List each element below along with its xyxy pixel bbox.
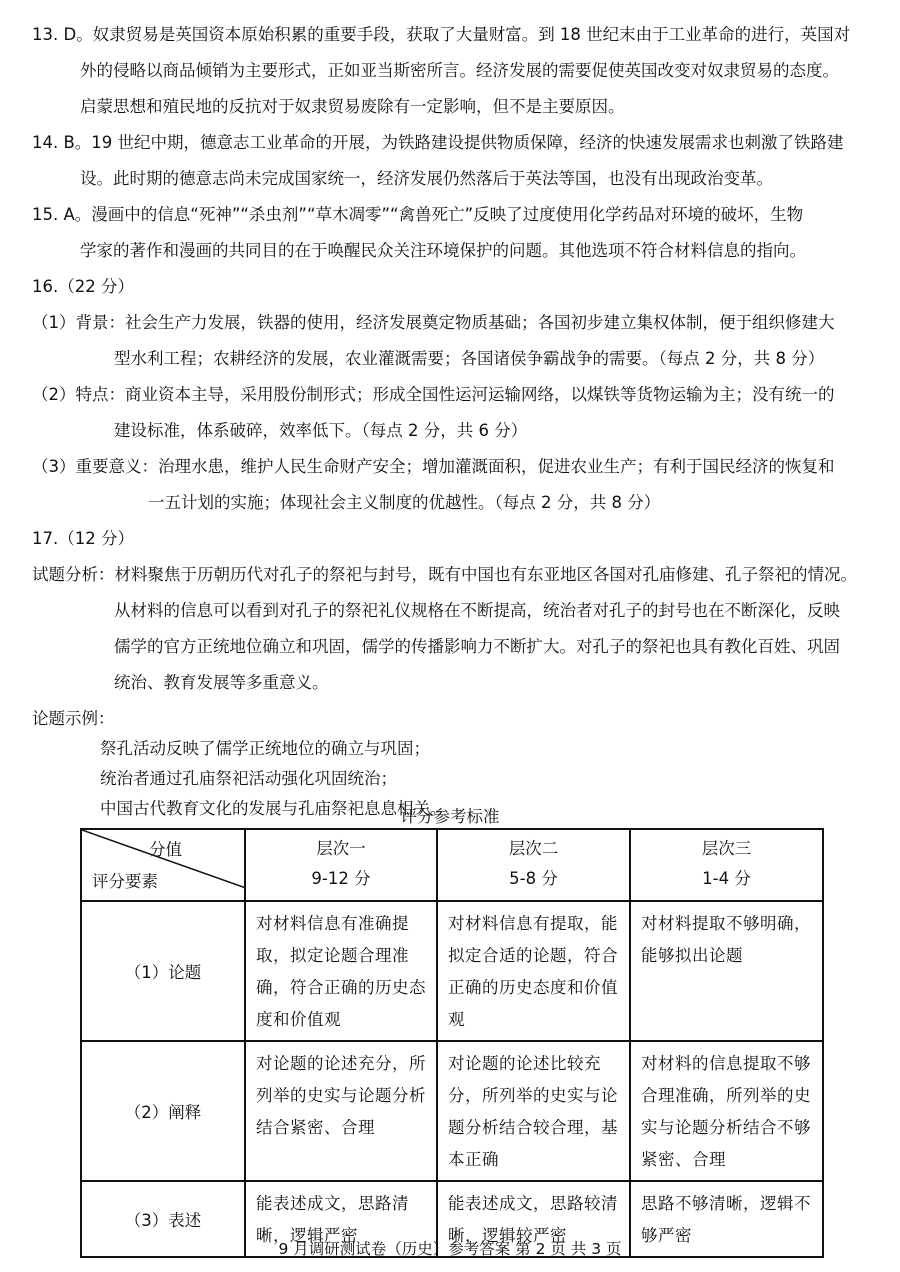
elaboration-level-3-cell bbox=[630, 1041, 823, 1181]
thesis-example-2: 统治者通过孔庙祭祀活动强化巩固统治； bbox=[100, 769, 397, 788]
thesis-example-3: 中国古代教育文化的发展与孔庙祭祀息息相关。 bbox=[100, 799, 447, 818]
corner-score-label: 分值 bbox=[149, 840, 182, 859]
corner-criteria-label: 评分要素 bbox=[92, 872, 158, 891]
rubric-table bbox=[80, 828, 824, 1258]
q16-part2-line-2: 建设标准，体系破碎，效率低下。（每点 2 分，共 6 分） bbox=[114, 421, 528, 440]
row-label-expression: （3）表述 bbox=[81, 1181, 245, 1257]
expression-level-3-text: 思路不够清晰，逻辑不够严密 bbox=[641, 1194, 811, 1245]
elaboration-level-2-cell bbox=[437, 1041, 630, 1181]
expression-level-2-text: 能表述成文，思路较清晰，逻辑较严密 bbox=[448, 1194, 618, 1245]
q14-line-1: 14. B。19 世纪中期，德意志工业革命的开展，为铁路建设提供物质保障，经济的快速发展需求也刺激了铁路建 bbox=[32, 133, 844, 152]
thesis-example-1: 祭孔活动反映了儒学正统地位的确立与巩固； bbox=[100, 739, 430, 758]
thesis-level-3-cell bbox=[630, 901, 823, 1041]
q13-line-3: 启蒙思想和殖民地的反抗对于奴隶贸易废除有一定影响，但不是主要原因。 bbox=[80, 97, 625, 116]
q16-part1-line-2: 型水利工程；农耕经济的发展，农业灌溉需要；各国诸侯争霸战争的需要。（每点 2 分，共 8 分） bbox=[114, 349, 825, 368]
level-1-header bbox=[245, 829, 437, 901]
elaboration-level-2-text: 对论题的论述比较充分，所列举的史实与论题分析结合较合理，基本正确 bbox=[448, 1054, 618, 1169]
q17-analysis-line-3: 儒学的官方正统地位确立和巩固，儒学的传播影响力不断扩大。对孔子的祭祀也具有教化百姓、巩固 bbox=[114, 637, 840, 656]
level-1-score: 9-12 分 bbox=[311, 869, 371, 888]
thesis-level-2-cell bbox=[437, 901, 630, 1041]
elaboration-level-1-text: 对论题的论述充分，所列举的史实与论题分析结合紧密、合理 bbox=[256, 1054, 426, 1137]
rubric-row-elaboration bbox=[81, 1041, 823, 1181]
rubric-header-row bbox=[81, 829, 823, 901]
q15-line-1: 15. A。漫画中的信息“死神”“杀虫剂”“草木凋零”“禽兽死亡”反映了过度使用化学药品对环境的破坏，生物 bbox=[32, 205, 804, 224]
thesis-level-1-cell bbox=[245, 901, 437, 1041]
level-2-header bbox=[437, 829, 630, 901]
rubric-row-thesis bbox=[81, 901, 823, 1041]
level-3-name: 层次三 bbox=[701, 839, 752, 858]
q13-line-2: 外的侵略以商品倾销为主要形式，正如亚当斯密所言。经济发展的需要促使英国改变对奴隶贸易的态度。 bbox=[80, 61, 839, 80]
q16-part3-line-2: 一五计划的实施；体现社会主义制度的优越性。（每点 2 分，共 8 分） bbox=[148, 493, 661, 512]
q16-part2-line-1: （2）特点：商业资本主导，采用股份制形式；形成全国性运河运输网络，以煤铁等货物运输为主；没有统一的 bbox=[32, 385, 835, 404]
q17-analysis-line-2: 从材料的信息可以看到对孔子的祭祀礼仪规格在不断提高，统治者对孔子的封号也在不断深化，反映 bbox=[114, 601, 840, 620]
thesis-level-3-text: 对材料提取不够明确，能够拟出论题 bbox=[641, 914, 811, 965]
q17-analysis-line-4: 统治、教育发展等多重意义。 bbox=[114, 673, 329, 692]
row-label-thesis: （1）论题 bbox=[81, 901, 245, 1041]
q14-line-2: 设。此时期的德意志尚未完成国家统一，经济发展仍然落后于英法等国，也没有出现政治变革。 bbox=[80, 169, 773, 188]
q13-line-1: 13. D。奴隶贸易是英国资本原始积累的重要手段，获取了大量财富。到 18 世纪末由于工业革命的进行，英国对 bbox=[32, 25, 851, 44]
rubric-title: 评分参考标准 bbox=[400, 807, 500, 826]
q17-analysis-line-1: 试题分析：材料聚焦于历朝历代对孔子的祭祀与封号，既有中国也有东亚地区各国对孔庙修建、孔子祭祀的情况。 bbox=[32, 565, 857, 584]
expression-level-1-text: 能表述成文，思路清晰，逻辑严密 bbox=[256, 1194, 409, 1245]
level-3-score: 1-4 分 bbox=[702, 869, 751, 888]
row-label-elaboration: （2）阐释 bbox=[81, 1041, 245, 1181]
level-1-name: 层次一 bbox=[316, 839, 366, 858]
level-2-name: 层次二 bbox=[508, 839, 559, 858]
elaboration-level-1-cell bbox=[245, 1041, 437, 1181]
q16-heading: 16.（22 分） bbox=[32, 277, 134, 296]
q16-part3-line-1: （3）重要意义：治理水患，维护人民生命财产安全；增加灌溉面积，促进农业生产；有利于国民经济的恢复和 bbox=[32, 457, 835, 476]
page-footer: 9 月调研测试卷（历史）参考答案 第 2 页 共 3 页 bbox=[278, 1240, 622, 1258]
q15-line-2: 学家的著作和漫画的共同目的在于唤醒民众关注环境保护的问题。其他选项不符合材料信息的指向。 bbox=[80, 241, 806, 260]
q16-part1-line-1: （1）背景：社会生产力发展，铁器的使用，经济发展奠定物质基础；各国初步建立集权体制，便于组织修建大 bbox=[32, 313, 835, 332]
thesis-level-2-text: 对材料信息有提取，能拟定合适的论题，符合正确的历史态度和价值观 bbox=[448, 914, 618, 1029]
level-2-score: 5-8 分 bbox=[509, 869, 558, 888]
rubric-corner-cell bbox=[81, 829, 245, 901]
q17-heading: 17.（12 分） bbox=[32, 529, 134, 548]
level-3-header bbox=[630, 829, 823, 901]
thesis-examples-heading: 论题示例： bbox=[32, 709, 115, 728]
elaboration-level-3-text: 对材料的信息提取不够合理准确，所列举的史实与论题分析结合不够紧密、合理 bbox=[641, 1054, 811, 1169]
thesis-level-1-text: 对材料信息有准确提取，拟定论题合理准确，符合正确的历史态度和价值观 bbox=[256, 914, 426, 1029]
